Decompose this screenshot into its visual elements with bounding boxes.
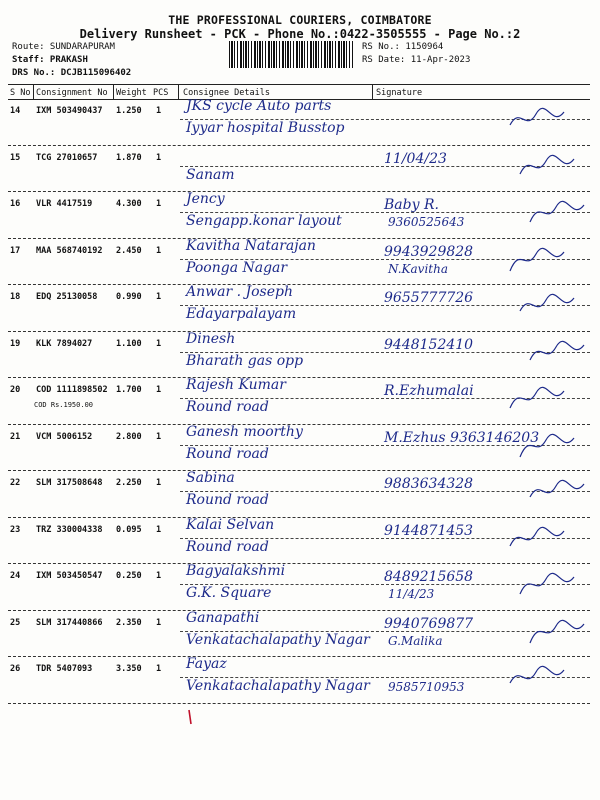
pieces-count: 1 <box>156 571 162 581</box>
consignee-name: Jency <box>186 191 225 207</box>
row-bottom-rule <box>8 563 590 564</box>
table-row <box>8 379 590 426</box>
serial-number: 19 <box>10 338 21 349</box>
serial-number: 20 <box>10 385 21 395</box>
col-divider <box>33 84 34 100</box>
serial-number: 26 <box>10 664 21 674</box>
drs-number: DRS No.: DCJB115096402 <box>12 68 132 78</box>
pieces-count: 1 <box>156 292 162 302</box>
weight-value: 0.990 <box>116 292 142 302</box>
barcode <box>229 41 353 68</box>
signature-scribble <box>528 476 588 506</box>
pieces-count: 1 <box>156 664 162 674</box>
weight-value: 1.700 <box>116 385 142 395</box>
col-header-sno: S No <box>10 88 31 98</box>
signature-note: 9883634328 <box>384 476 474 492</box>
pieces-count: 1 <box>156 524 162 535</box>
signature-note-secondary: G.Malika <box>388 633 443 648</box>
table-row <box>8 147 590 194</box>
consignee-address: Round road <box>186 538 269 555</box>
pieces-count: 1 <box>156 245 162 256</box>
signature-note-secondary: N.Kavitha <box>388 261 448 276</box>
serial-number: 14 <box>10 106 21 116</box>
weight-value: 2.250 <box>116 478 142 488</box>
signature-note: 11/04/23 <box>384 150 447 167</box>
consignee-name: Anwar . Joseph <box>186 284 293 300</box>
weight-value: 0.250 <box>116 571 142 581</box>
pieces-count: 1 <box>156 152 162 163</box>
row-bottom-rule <box>8 703 590 704</box>
table-row <box>8 286 590 333</box>
consignment-number: VLR 4417519 <box>36 199 93 209</box>
signature-scribble <box>528 337 588 367</box>
row-bottom-rule <box>8 470 590 471</box>
weight-value: 0.095 <box>116 524 142 535</box>
consignee-address: Iyyar hospital Busstop <box>186 120 345 136</box>
signature-note: M.Ezhus 9363146203 <box>384 429 540 446</box>
signature-scribble <box>518 151 578 181</box>
consignment-number: EDQ 25130058 <box>36 292 98 302</box>
row-bottom-rule <box>8 377 590 378</box>
table-row <box>8 100 590 147</box>
weight-value: 3.350 <box>116 664 142 674</box>
consignee-address: Sanam <box>186 166 235 183</box>
table-row <box>8 330 590 380</box>
consignment-number: COD 1111898502 <box>36 385 108 395</box>
col-divider <box>178 84 179 100</box>
signature-note: 9943929828 <box>384 243 474 260</box>
consignee-address: Round road <box>186 445 269 462</box>
serial-number: 23 <box>10 524 21 535</box>
consignee-name: Fayaz <box>186 656 227 672</box>
col-divider <box>372 84 373 100</box>
pieces-count: 1 <box>156 385 162 395</box>
signature-note: R.Ezhumalai <box>384 383 474 399</box>
table-row <box>8 472 590 519</box>
table-row <box>8 516 590 566</box>
serial-number: 18 <box>10 292 21 302</box>
consignee-address: Round road <box>186 399 269 415</box>
row-bottom-rule <box>8 517 590 518</box>
consignment-number: TCG 27010657 <box>36 152 98 163</box>
serial-number: 17 <box>10 245 21 256</box>
consignment-number: SLM 317440866 <box>36 617 103 628</box>
table-row <box>8 609 590 659</box>
table-top-rule <box>8 84 590 85</box>
signature-note-secondary: 9585710953 <box>388 680 465 694</box>
serial-number: 24 <box>10 571 21 581</box>
runsheet-title: Delivery Runsheet - PCK - Phone No.:0422-3505555 - Page No.:2 <box>79 27 521 41</box>
consignee-name: Sabina <box>186 470 235 486</box>
consignee-name: Ganapathi <box>186 609 260 626</box>
staff-label: Staff: PRAKASH <box>12 55 88 65</box>
serial-number: 21 <box>10 431 21 442</box>
consignee-name: Kalai Selvan <box>186 516 275 533</box>
consignee-address: G.K. Square <box>186 585 272 601</box>
pieces-count: 1 <box>156 106 162 116</box>
col-header-signature: Signature <box>376 88 423 98</box>
row-bottom-rule <box>8 656 590 657</box>
table-row <box>8 193 590 240</box>
consignment-number: SLM 317508648 <box>36 478 103 488</box>
signature-note: 8489215658 <box>384 569 474 585</box>
consignee-address: Venkatachalapathy Nagar <box>186 631 370 648</box>
signature-scribble <box>518 569 578 599</box>
signature-scribble <box>508 104 568 134</box>
col-divider <box>113 84 114 100</box>
consignee-name: Bagyalakshmi <box>186 563 286 579</box>
consignment-number: MAA 568740192 <box>36 245 103 256</box>
signature-note: 9144871453 <box>384 522 474 539</box>
consignee-address: Edayarpalayam <box>186 306 297 322</box>
weight-value: 1.250 <box>116 106 142 116</box>
weight-value: 1.100 <box>116 338 142 349</box>
pieces-count: 1 <box>156 431 162 442</box>
rs-date: RS Date: 11-Apr-2023 <box>362 55 471 65</box>
consignee-name: Ganesh moorthy <box>186 423 303 440</box>
table-row <box>8 565 590 612</box>
consignment-number: IXM 503490437 <box>36 106 103 116</box>
consignee-address: Poonga Nagar <box>186 259 288 276</box>
col-header-pcs: PCS <box>153 88 169 98</box>
signature-scribble <box>508 662 568 692</box>
weight-value: 2.450 <box>116 245 142 256</box>
weight-value: 2.350 <box>116 617 142 628</box>
pieces-count: 1 <box>156 478 162 488</box>
pieces-count: 1 <box>156 617 162 628</box>
pen-mark <box>186 708 196 726</box>
weight-value: 2.800 <box>116 431 142 442</box>
signature-scribble <box>508 523 568 553</box>
consignee-address: Sengapp.konar layout <box>186 213 342 229</box>
company-title: THE PROFESSIONAL COURIERS, COIMBATORE <box>168 13 432 27</box>
col-header-consignee: Consignee Details <box>183 88 270 98</box>
consignee-name: JKS cycle Auto parts <box>186 98 332 114</box>
row-bottom-rule <box>8 331 590 332</box>
signature-note-secondary: 11/4/23 <box>388 587 435 601</box>
consignee-name: Rajesh Kumar <box>186 377 286 393</box>
serial-number: 25 <box>10 617 21 628</box>
signature-note: 9940769877 <box>384 615 474 632</box>
weight-value: 1.870 <box>116 152 142 163</box>
table-row <box>8 237 590 287</box>
row-bottom-rule <box>8 145 590 146</box>
consignment-number: KLK 7894027 <box>36 338 93 349</box>
consignee-name: Kavitha Natarajan <box>186 237 316 254</box>
serial-number: 22 <box>10 478 21 488</box>
serial-number: 16 <box>10 199 21 209</box>
table-row <box>8 658 590 705</box>
consignment-number: TRZ 330004338 <box>36 524 103 535</box>
consignment-number: TDR 5407093 <box>36 664 93 674</box>
weight-value: 4.300 <box>116 199 142 209</box>
signature-scribble <box>508 244 568 274</box>
pieces-count: 1 <box>156 199 162 209</box>
signature-scribble <box>518 290 578 320</box>
consignment-number: VCM 5006152 <box>36 431 93 442</box>
signature-note: 9655777726 <box>384 290 474 306</box>
signature-note: 9448152410 <box>384 336 474 353</box>
row-bottom-rule <box>8 191 590 192</box>
route-label: Route: SUNDARAPURAM <box>12 42 115 52</box>
consignee-name: Dinesh <box>186 330 236 347</box>
table-row <box>8 423 590 473</box>
signature-scribble <box>508 383 568 413</box>
row-bottom-rule <box>8 284 590 285</box>
signature-scribble <box>528 197 588 227</box>
row-bottom-rule <box>8 610 590 611</box>
col-header-weight: Weight <box>116 88 147 98</box>
consignment-number: IXM 503450547 <box>36 571 103 581</box>
serial-number: 15 <box>10 152 21 163</box>
col-header-consignment: Consignment No <box>36 88 108 98</box>
signature-note-secondary: 9360525643 <box>388 215 465 229</box>
signature-scribble <box>528 616 588 646</box>
consignee-address: Bharath gas opp <box>186 352 304 369</box>
consignee-address: Venkatachalapathy Nagar <box>186 678 370 694</box>
signature-note: Baby R. <box>384 197 439 213</box>
consignee-address: Round road <box>186 492 269 508</box>
cod-amount: COD Rs.1950.00 <box>34 401 94 409</box>
signature-scribble <box>518 430 578 460</box>
pieces-count: 1 <box>156 338 162 349</box>
rs-number: RS No.: 1150964 <box>362 42 444 52</box>
